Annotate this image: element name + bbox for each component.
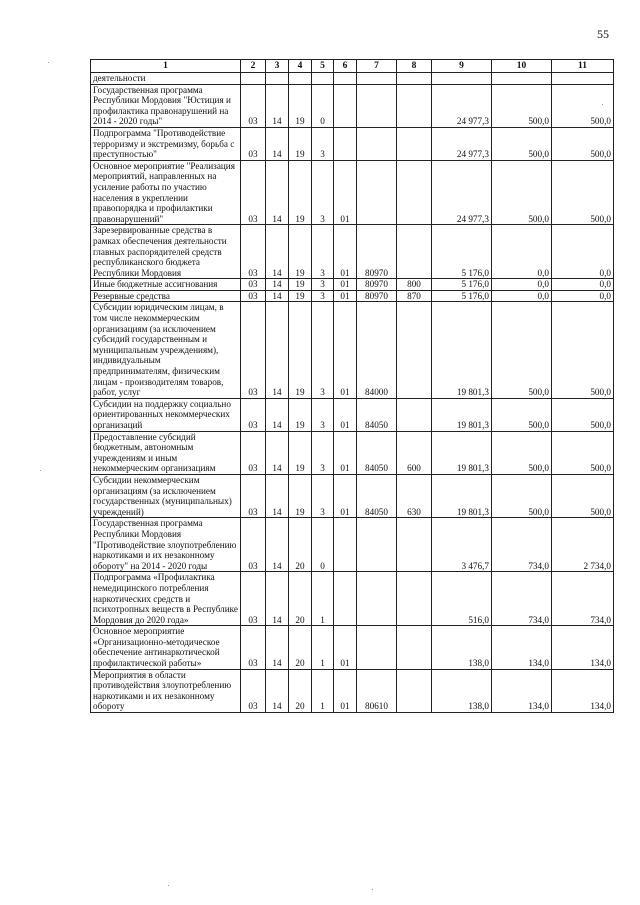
cell-amount-2018: 500,0: [492, 160, 552, 225]
cell-activity: 01: [334, 279, 357, 291]
cell-amount-2019: 500,0: [552, 474, 614, 517]
table-row: [91, 302, 614, 398]
column-header-10: 10: [492, 60, 552, 73]
cell-amount-2018: 134,0: [492, 626, 552, 669]
cell-expense-type: [397, 398, 432, 431]
cell-activity: [334, 518, 357, 572]
scan-speck: [40, 470, 41, 471]
cell-expense-type: 800: [397, 279, 432, 291]
row-name: Иные бюджетные ассигнования: [91, 279, 241, 291]
cell-expense-type: 600: [397, 431, 432, 474]
row-name: Основное мероприятие "Реализация мероприятий, направленных на усиление работы по участию населения в укреплении правопорядка и профилактики правонарушений": [91, 160, 241, 225]
cell-amount-2018: [492, 73, 552, 85]
cell-amount-2017: [432, 73, 492, 85]
cell-subprogram: 3: [312, 279, 334, 291]
cell-activity: [334, 73, 357, 85]
cell-subsection: 14: [266, 290, 289, 302]
cell-subsection: 14: [266, 302, 289, 398]
cell-direction: [357, 572, 397, 626]
cell-amount-2019: 500,0: [552, 160, 614, 225]
cell-program: 19: [289, 160, 312, 225]
page-number: 55: [597, 27, 609, 41]
cell-amount-2017: 5 176,0: [432, 290, 492, 302]
table-row: [91, 398, 614, 431]
cell-section: 03: [241, 669, 266, 712]
cell-subprogram: 3: [312, 398, 334, 431]
cell-subsection: 14: [266, 398, 289, 431]
column-header-5: 5: [312, 60, 334, 73]
cell-amount-2018: 500,0: [492, 127, 552, 160]
table-row: [91, 518, 614, 572]
cell-direction: 84050: [357, 474, 397, 517]
row-name: деятельности: [91, 73, 241, 85]
cell-expense-type: [397, 572, 432, 626]
column-header-1: 1: [91, 60, 241, 73]
cell-amount-2017: 24 977,3: [432, 84, 492, 127]
cell-subprogram: 3: [312, 431, 334, 474]
table-row: [91, 572, 614, 626]
cell-direction: [357, 626, 397, 669]
cell-subsection: 14: [266, 127, 289, 160]
cell-activity: [334, 84, 357, 127]
cell-amount-2019: 0,0: [552, 225, 614, 279]
cell-section: 03: [241, 302, 266, 398]
cell-direction: 80970: [357, 279, 397, 291]
cell-subsection: [266, 73, 289, 85]
cell-amount-2018: 500,0: [492, 474, 552, 517]
cell-section: 03: [241, 84, 266, 127]
table-row: [91, 669, 614, 712]
cell-activity: [334, 127, 357, 160]
row-name: Субсидии юридическим лицам, в том числе некоммерческим организациям (за исключением субсидий государственным и муниципальным учреждениям), индивидуальным предпринимателям, физическим лицам - производителям товаров, работ, услуг: [91, 302, 241, 398]
row-name: Подпрограмма «Профилактика немедицинского потребления наркотических средств и психотропных веществ в Республике Мордовия до 2020 года»: [91, 572, 241, 626]
cell-expense-type: 630: [397, 474, 432, 517]
cell-activity: [334, 572, 357, 626]
scan-speck: [602, 104, 603, 105]
cell-program: 19: [289, 127, 312, 160]
cell-subsection: 14: [266, 518, 289, 572]
row-name: Зарезервированные средства в рамках обеспечения деятельности главных распорядителей средств республиканского бюджета Республики Мордовия: [91, 225, 241, 279]
cell-amount-2019: 500,0: [552, 302, 614, 398]
cell-amount-2018: 134,0: [492, 669, 552, 712]
cell-activity: 01: [334, 474, 357, 517]
table-row: [91, 626, 614, 669]
cell-activity: 01: [334, 398, 357, 431]
cell-expense-type: [397, 302, 432, 398]
cell-section: 03: [241, 626, 266, 669]
cell-section: 03: [241, 572, 266, 626]
cell-subsection: 14: [266, 626, 289, 669]
cell-direction: [357, 73, 397, 85]
cell-amount-2019: 500,0: [552, 84, 614, 127]
cell-expense-type: [397, 518, 432, 572]
cell-section: 03: [241, 225, 266, 279]
cell-amount-2019: 500,0: [552, 127, 614, 160]
cell-amount-2017: 24 977,3: [432, 160, 492, 225]
cell-direction: 80970: [357, 290, 397, 302]
cell-program: [289, 73, 312, 85]
table-row: [91, 474, 614, 517]
cell-direction: 84000: [357, 302, 397, 398]
cell-program: 19: [289, 431, 312, 474]
cell-program: 20: [289, 572, 312, 626]
cell-direction: [357, 160, 397, 225]
row-name: Подпрограмма "Противодействие терроризму и экстремизму, борьба с преступностью": [91, 127, 241, 160]
cell-amount-2017: 24 977,3: [432, 127, 492, 160]
cell-subprogram: 3: [312, 302, 334, 398]
table-row: [91, 225, 614, 279]
row-name: Мероприятия в области противодействия злоупотреблению наркотиками и их незаконному обороту: [91, 669, 241, 712]
cell-subprogram: 1: [312, 626, 334, 669]
cell-subprogram: 3: [312, 474, 334, 517]
cell-amount-2019: 2 734,0: [552, 518, 614, 572]
row-name: Государственная программа Республики Мордовия "Юстиция и профилактика правонарушений на 2014 - 2020 годы": [91, 84, 241, 127]
cell-subprogram: 0: [312, 84, 334, 127]
cell-amount-2018: 500,0: [492, 431, 552, 474]
cell-amount-2019: 134,0: [552, 626, 614, 669]
cell-amount-2019: 0,0: [552, 279, 614, 291]
cell-amount-2017: 19 801,3: [432, 474, 492, 517]
cell-direction: 80970: [357, 225, 397, 279]
cell-program: 20: [289, 518, 312, 572]
cell-program: 20: [289, 626, 312, 669]
cell-section: 03: [241, 474, 266, 517]
cell-program: 19: [289, 474, 312, 517]
cell-section: 03: [241, 279, 266, 291]
cell-amount-2017: 3 476,7: [432, 518, 492, 572]
cell-amount-2018: 500,0: [492, 84, 552, 127]
cell-expense-type: [397, 669, 432, 712]
cell-subprogram: 3: [312, 225, 334, 279]
cell-activity: 01: [334, 431, 357, 474]
cell-subsection: 14: [266, 474, 289, 517]
cell-program: 19: [289, 84, 312, 127]
cell-amount-2018: 0,0: [492, 225, 552, 279]
table-row: [91, 431, 614, 474]
cell-subprogram: 3: [312, 127, 334, 160]
table-body: [91, 73, 614, 713]
column-header-8: 8: [397, 60, 432, 73]
cell-expense-type: [397, 73, 432, 85]
column-header-2: 2: [241, 60, 266, 73]
cell-direction: [357, 518, 397, 572]
scan-speck: [168, 885, 169, 886]
cell-expense-type: 870: [397, 290, 432, 302]
cell-subsection: 14: [266, 431, 289, 474]
scan-speck: [372, 889, 373, 890]
cell-subsection: 14: [266, 160, 289, 225]
row-name: Предоставление субсидий бюджетным, автономным учреждениям и иным некоммерческим организациям: [91, 431, 241, 474]
column-header-4: 4: [289, 60, 312, 73]
cell-subsection: 14: [266, 572, 289, 626]
cell-subprogram: 1: [312, 572, 334, 626]
cell-amount-2018: 734,0: [492, 572, 552, 626]
cell-section: 03: [241, 127, 266, 160]
header-row: [91, 60, 614, 73]
cell-expense-type: [397, 225, 432, 279]
cell-amount-2018: 0,0: [492, 279, 552, 291]
table-row: [91, 160, 614, 225]
row-name: Субсидии некоммерческим организациям (за исключением государственных (муниципальных) учреждений): [91, 474, 241, 517]
cell-amount-2019: 134,0: [552, 669, 614, 712]
cell-amount-2017: 516,0: [432, 572, 492, 626]
cell-section: 03: [241, 398, 266, 431]
cell-activity: 01: [334, 669, 357, 712]
cell-expense-type: [397, 127, 432, 160]
cell-direction: 84050: [357, 431, 397, 474]
table-row: [91, 279, 614, 291]
column-header-11: 11: [552, 60, 614, 73]
cell-amount-2018: 500,0: [492, 302, 552, 398]
cell-amount-2019: 500,0: [552, 398, 614, 431]
cell-amount-2019: 0,0: [552, 290, 614, 302]
row-name: Основное мероприятие «Организационно-методическое обеспечение антинаркотической профилактической работы»: [91, 626, 241, 669]
cell-section: 03: [241, 431, 266, 474]
row-name: Субсидии на поддержку социально ориентированных некоммерческих организаций: [91, 398, 241, 431]
cell-subprogram: [312, 73, 334, 85]
cell-amount-2018: 500,0: [492, 398, 552, 431]
cell-activity: 01: [334, 626, 357, 669]
cell-subprogram: 1: [312, 669, 334, 712]
cell-expense-type: [397, 626, 432, 669]
cell-program: 20: [289, 669, 312, 712]
row-name: Государственная программа Республики Мордовия "Противодействие злоупотреблению наркотиками и их незаконному обороту" на 2014 - 2020 годы: [91, 518, 241, 572]
cell-activity: 01: [334, 302, 357, 398]
cell-program: 19: [289, 302, 312, 398]
cell-section: 03: [241, 290, 266, 302]
cell-direction: [357, 127, 397, 160]
cell-activity: 01: [334, 225, 357, 279]
cell-expense-type: [397, 84, 432, 127]
cell-direction: [357, 84, 397, 127]
cell-program: 19: [289, 398, 312, 431]
column-header-3: 3: [266, 60, 289, 73]
cell-subsection: 14: [266, 279, 289, 291]
scan-speck: [48, 62, 49, 63]
cell-subsection: 14: [266, 225, 289, 279]
table-row: [91, 127, 614, 160]
cell-subprogram: 0: [312, 518, 334, 572]
column-header-7: 7: [357, 60, 397, 73]
row-name: Резервные средства: [91, 290, 241, 302]
table-row: [91, 290, 614, 302]
cell-amount-2019: [552, 73, 614, 85]
budget-table: [90, 59, 614, 713]
cell-expense-type: [397, 160, 432, 225]
cell-amount-2019: 500,0: [552, 431, 614, 474]
cell-subsection: 14: [266, 669, 289, 712]
cell-section: 03: [241, 518, 266, 572]
cell-direction: 80610: [357, 669, 397, 712]
cell-program: 19: [289, 225, 312, 279]
cell-section: [241, 73, 266, 85]
cell-amount-2018: 0,0: [492, 290, 552, 302]
cell-subprogram: 3: [312, 290, 334, 302]
cell-amount-2019: 734,0: [552, 572, 614, 626]
cell-amount-2017: 19 801,3: [432, 302, 492, 398]
cell-amount-2017: 5 176,0: [432, 279, 492, 291]
cell-amount-2018: 734,0: [492, 518, 552, 572]
cell-amount-2017: 5 176,0: [432, 225, 492, 279]
cell-activity: 01: [334, 290, 357, 302]
column-header-9: 9: [432, 60, 492, 73]
cell-program: 19: [289, 290, 312, 302]
cell-program: 19: [289, 279, 312, 291]
cell-amount-2017: 19 801,3: [432, 398, 492, 431]
cell-amount-2017: 138,0: [432, 626, 492, 669]
cell-subprogram: 3: [312, 160, 334, 225]
cell-subsection: 14: [266, 84, 289, 127]
cell-amount-2017: 19 801,3: [432, 431, 492, 474]
column-header-6: 6: [334, 60, 357, 73]
cell-amount-2017: 138,0: [432, 669, 492, 712]
cell-direction: 84050: [357, 398, 397, 431]
cell-section: 03: [241, 160, 266, 225]
cell-activity: 01: [334, 160, 357, 225]
table-row: [91, 73, 614, 85]
table-row: [91, 84, 614, 127]
